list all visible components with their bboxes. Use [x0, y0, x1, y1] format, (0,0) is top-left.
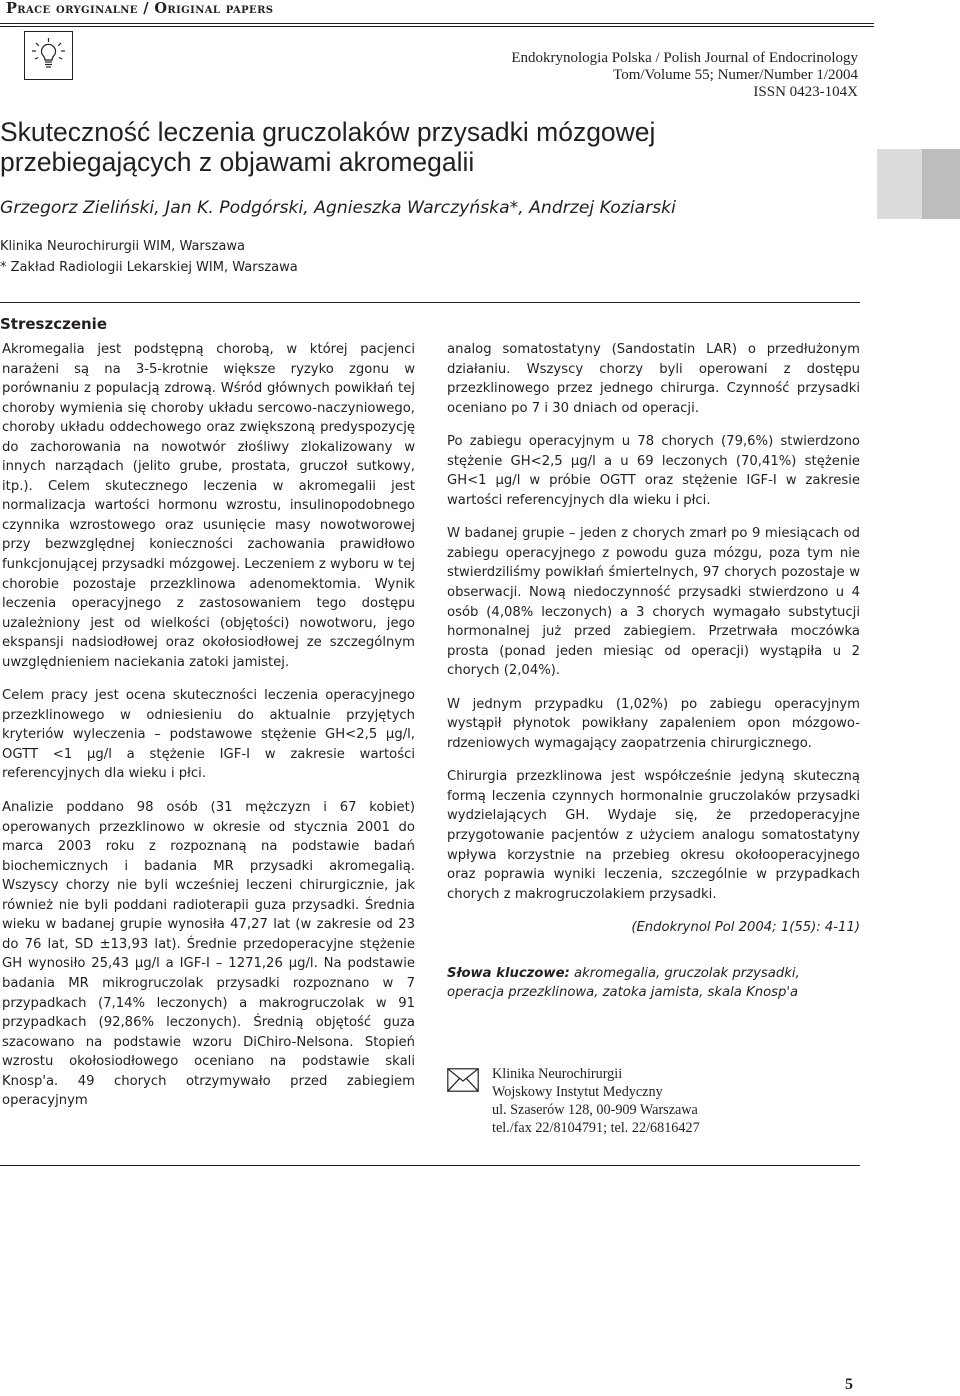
correspondence-line: ul. Szaserów 128, 00-909 Warszawa	[492, 1102, 698, 1118]
title-line-1: Skuteczność leczenia gruczolaków przysadki mózgowej	[0, 117, 656, 147]
keywords-label: Słowa kluczowe:	[447, 965, 570, 981]
envelope-icon	[447, 1068, 479, 1092]
abstract-heading: Streszczenie	[0, 315, 107, 333]
section-header: Prace oryginalne / Original papers	[6, 0, 274, 17]
keywords-list: akromegalia, gruczolak przysadki, operacja przezklinowa, zatoka jamista, skala Knosp'a	[447, 965, 800, 1001]
article-title	[0, 117, 655, 177]
abstract-paragraph: Po zabiegu operacyjnym u 78 chorych (79,6%) stwierdzono stężenie GH<2,5 μg/l a u 69 leczonych (70,41%) stężenie GH<1 μg/l w próbie OGTT oraz stężenie IGF-I w zakresie wartości referencyjnych dla wieku i płci.	[447, 434, 860, 508]
authors: Grzegorz Zieliński, Jan K. Podgórski, Agnieszka Warczyńska*, Andrzej Koziarski	[0, 198, 676, 218]
bottom-rule	[0, 1165, 860, 1166]
abstract-paragraph: Analizie poddano 98 osób (31 mężczyzn i 67 kobiet) operowanych przezklinowo w okresie od stycznia 2001 do marca 2003 roku z rozpoznaną na podstawie badań biochemicznych i badania MR przysadki akromegalią. Wszyscy chorzy nie byli wcześniej leczeni chirurgicznie, jak również nie byli poddani radioterapii guza przysadki. Średnia wieku w badanej grupie wynosiła 47,27 lat (w zakresie od 23 do 76 lat, SD ±13,93 lat). Średnie przedoperacyjne stężenie GH wynosiło 25,43 μg/l a IGF-I – 1271,26 μg/l. Na podstawie badania MR mikrogruczolak przysadki rozpoznano w 7 przypadkach (7,14% leczonych) a makrogruczolak w 91 przypadkach (92,86% leczonych). Średnią objętość guza szacowano na podstawie wzoru DiChiro-Nelsona. Stopień wzrostu okołosiodłowego oceniano na podstawie skali Knosp'a. 49 chorych otrzymywało przed zabiegiem operacyjnym	[2, 800, 415, 1109]
title-line-2: przebiegających z objawami akromegalii	[0, 147, 475, 177]
journal-volume: Tom/Volume 55; Numer/Number 1/2004	[613, 67, 858, 83]
abstract-paragraph: W badanej grupie – jeden z chorych zmarł po 9 miesiącach od zabiegu operacyjnego z powodu guza mózgu, poza tym nie stwierdziliśmy powikłań śmiertelnych, 97 chorych pozostaje w obserwacji. Nową niedoczynność przysadki stwierdzono u 4 osób (4,08% leczonych) a 3 chorych wymagało substytucji hormonalnej już przed zabiegiem. Przetrwała moczówka prosta (ponad jeden miesiąc od operacji) wystąpiła u 2 chorych (2,04%).	[447, 526, 860, 679]
affiliation-2: * Zakład Radiologii Lekarskiej WIM, Warszawa	[0, 260, 298, 275]
correspondence-line: Wojskowy Instytut Medyczny	[492, 1084, 663, 1100]
abstract-paragraph: Celem pracy jest ocena skuteczności leczenia operacyjnego przezklinowego w odniesieniu do aktualnie przyjętych kryteriów wyleczenia – podstawowe stężenie GH<2,5 μg/l, OGTT <1 μg/l a stężenie IGF-I w zakresie wartości referencyjnych dla wieku i płci.	[2, 688, 415, 782]
abstract-left-column	[2, 340, 415, 1125]
abstract-paragraph: analog somatostatyny (Sandostatin LAR) o przedłużonym działaniu. Wszyscy chorzy byli operowani z dostępu przezklinowego przez jednego chirurga. Czynność przysadki oceniano po 7 i 30 dniach od operacji.	[447, 342, 860, 416]
journal-issn: ISSN 0423-104X	[753, 84, 858, 100]
lightbulb-icon	[24, 31, 73, 80]
abstract-top-rule	[0, 302, 860, 303]
journal-name: Endokrynologia Polska / Polish Journal of Endocrinology	[511, 50, 858, 66]
abstract-paragraph: Akromegalia jest podstępną chorobą, w której pacjenci narażeni są na 3-5-krotnie większe ryzyko zgonu w porównaniu z populacją zdrową. Wśród głównych powikłań tej choroby wymienia się choroby układu sercowo-naczyniowego, choroby układu oddechowego oraz zwiększoną predyspozycję do zachorowania na nowotwór złośliwy zlokalizowany w innych narządach (jelito grube, prostata, gruczoł sutkowy, itp.). Celem skutecznego leczenia w akromegalii jest normalizacja wartości hormonu wzrostu, insulinopodobnego czynnika wzrostowego oraz usunięcie masy nowotworowej przy bezwzględnej konieczności zachowania prawidłowo funkcjonującej przysadki mózgowej. Leczeniem z wyboru w tej chorobie pozostaje przezklinowa adenomektomia. Wynik leczenia operacyjnego z zastosowaniem tego dostępu uzależniony jest od wielkości (objętości) nowotworu, jego ekspansji nadsiodłowej oraz okołosiodłowej ze szczególnym uwzględnieniem naciekania zatoki jamistej.	[2, 342, 415, 670]
affiliation-1: Klinika Neurochirurgii WIM, Warszawa	[0, 239, 245, 254]
header-rule	[0, 23, 874, 24]
correspondence-line: Klinika Neurochirurgii	[492, 1066, 623, 1082]
citation: (Endokrynol Pol 2004; 1(55): 4-11)	[631, 920, 860, 936]
header-rule-thin	[0, 26, 874, 27]
page-number: 5	[845, 1376, 853, 1393]
side-tab-dark	[922, 149, 960, 219]
abstract-right-column	[447, 340, 860, 1017]
keywords	[447, 964, 860, 1003]
correspondence-address	[492, 1065, 700, 1137]
journal-info	[511, 50, 858, 101]
abstract-paragraph: Chirurgia przezklinowa jest współcześnie jedyną skuteczną formą leczenia czynnych hormonalnie gruczolaków przysadki wydzielających GH. Wydaje się, że przedoperacyjne przygotowanie pacjentów z użyciem analogu somatostatyny wpływa korzystnie na przebieg okresu okołooperacyjnego oraz poprawia wyniki leczenia, szczególnie w przypadkach chorych z makrogruczolakiem przysadki.	[447, 769, 860, 902]
correspondence-block	[447, 1065, 860, 1145]
abstract-paragraph: W jednym przypadku (1,02%) po zabiegu operacyjnym wystąpił płynotok powikłany zapaleniem opon mózgowo-rdzeniowych wymagający zaopatrzenia chirurgicznego.	[447, 696, 860, 751]
correspondence-line: tel./fax 22/8104791; tel. 22/6816427	[492, 1120, 700, 1136]
affiliations	[0, 236, 298, 278]
